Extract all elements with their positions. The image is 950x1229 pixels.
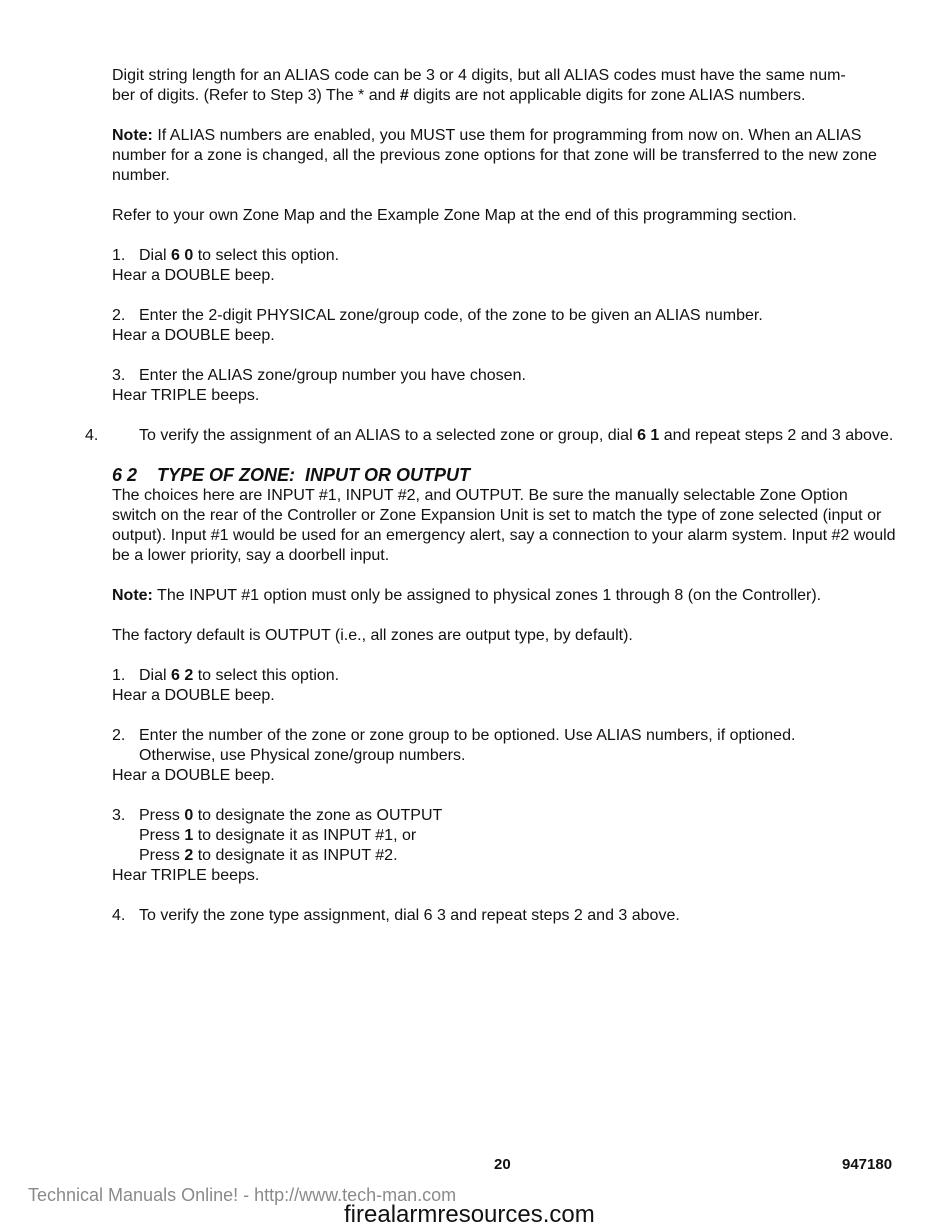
step-key: 0: [184, 807, 194, 824]
step-hear: Hear TRIPLE beeps.: [112, 867, 260, 884]
step60-2: [112, 306, 896, 346]
step62-2: [112, 726, 896, 786]
step-text: to select this option.: [193, 247, 340, 264]
step-code: 6 2: [171, 667, 194, 684]
step-text: Press: [139, 807, 185, 824]
intro-line-2b: and: [364, 87, 400, 104]
step-text: to designate it as INPUT #1, or: [193, 827, 417, 844]
step-number: 2.: [112, 307, 126, 324]
step-code: 6 1: [637, 427, 660, 444]
document-body: [85, 66, 896, 926]
step62-1: [112, 666, 896, 706]
step60-1: [112, 246, 896, 286]
step-number: 3.: [112, 807, 126, 824]
step-text: Press: [139, 847, 185, 864]
step62-3: [112, 806, 896, 886]
step-text: Otherwise, use Physical zone/group numbers.: [139, 747, 466, 764]
step-text: Dial: [139, 667, 172, 684]
section-heading: 6 2 TYPE OF ZONE: INPUT OR OUTPUT: [112, 465, 471, 485]
step-text: Dial: [139, 247, 172, 264]
step60-3: [112, 366, 896, 406]
step-text: and repeat steps 2 and 3 above.: [659, 427, 894, 444]
note-alias: [112, 126, 896, 186]
hash-glyph: #: [399, 87, 409, 104]
refer-paragraph: Refer to your own Zone Map and the Example Zone Map at the end of this programming section.: [112, 207, 797, 224]
watermark-firealarm: firealarmresources.com: [344, 1201, 595, 1228]
star-glyph: *: [358, 87, 365, 104]
step-number: 3.: [112, 367, 126, 384]
step-key: 2: [184, 847, 194, 864]
note-text: The INPUT #1 option must only be assigned to physical zones 1 through 8 (on the Controller).: [152, 587, 822, 604]
document-number: 947180: [842, 1156, 893, 1173]
step-text: Enter the ALIAS zone/group number you have chosen.: [139, 367, 526, 384]
step-key: 1: [184, 827, 194, 844]
step-text: to designate the zone as OUTPUT: [193, 807, 443, 824]
note-label: Note:: [112, 127, 153, 144]
step-number: 1.: [112, 247, 126, 264]
step-number: 2.: [112, 727, 126, 744]
intro-line-2c: digits are not applicable digits for zone ALIAS numbers.: [408, 87, 806, 104]
intro-line-2a: ber of digits. (Refer to Step 3) The: [112, 87, 359, 104]
step-text: to designate it as INPUT #2.: [193, 847, 398, 864]
step-hear: Hear a DOUBLE beep.: [112, 267, 275, 284]
note-label: Note:: [112, 587, 153, 604]
factory-default: The factory default is OUTPUT (i.e., all zones are output type, by default).: [112, 627, 633, 644]
page-number: 20: [494, 1156, 511, 1173]
note-text: If ALIAS numbers are enabled, you MUST use them for programming from now on. When an ALIAS number for a zone is changed, all the previous zone options for that zone will be transferred to the new zone number.: [112, 127, 877, 184]
step-hear: Hear a DOUBLE beep.: [112, 327, 275, 344]
step-hear: Hear a DOUBLE beep.: [112, 687, 275, 704]
step-number: 4.: [85, 427, 99, 444]
section-body: The choices here are INPUT #1, INPUT #2, and OUTPUT. Be sure the manually selectable Zone Option switch on the rear of the Controller or Zone Expansion Unit is set to match the type of zone selected (input or output). Input #1 would be used for an emergency alert, say a connection to your alarm system. Input #2 would be a lower priority, say a doorbell input.: [112, 487, 896, 564]
intro-line-1: Digit string length for an ALIAS code can be 3 or 4 digits, but all ALIAS codes must have the same num-: [112, 67, 846, 84]
note-input1: [112, 586, 896, 606]
step60-4: [85, 426, 896, 446]
intro-paragraph: [112, 66, 896, 106]
step-text: to select this option.: [193, 667, 340, 684]
watermark-tech-man: Technical Manuals Online! - http://www.tech-man.com: [28, 1185, 457, 1205]
step-text: Press: [139, 827, 185, 844]
step-number: 4.: [112, 907, 126, 924]
step-text: To verify the assignment of an ALIAS to a selected zone or group, dial: [139, 427, 638, 444]
step-code: 6 0: [171, 247, 194, 264]
step-number: 1.: [112, 667, 126, 684]
step-hear: Hear a DOUBLE beep.: [112, 767, 275, 784]
step62-4: [112, 906, 896, 926]
step-text: Enter the number of the zone or zone group to be optioned. Use ALIAS numbers, if optioned.: [139, 727, 796, 744]
step-text: Enter the 2-digit PHYSICAL zone/group code, of the zone to be given an ALIAS number.: [139, 307, 763, 324]
step-text: To verify the zone type assignment, dial 6 3 and repeat steps 2 and 3 above.: [139, 907, 680, 924]
step-hear: Hear TRIPLE beeps.: [112, 387, 260, 404]
